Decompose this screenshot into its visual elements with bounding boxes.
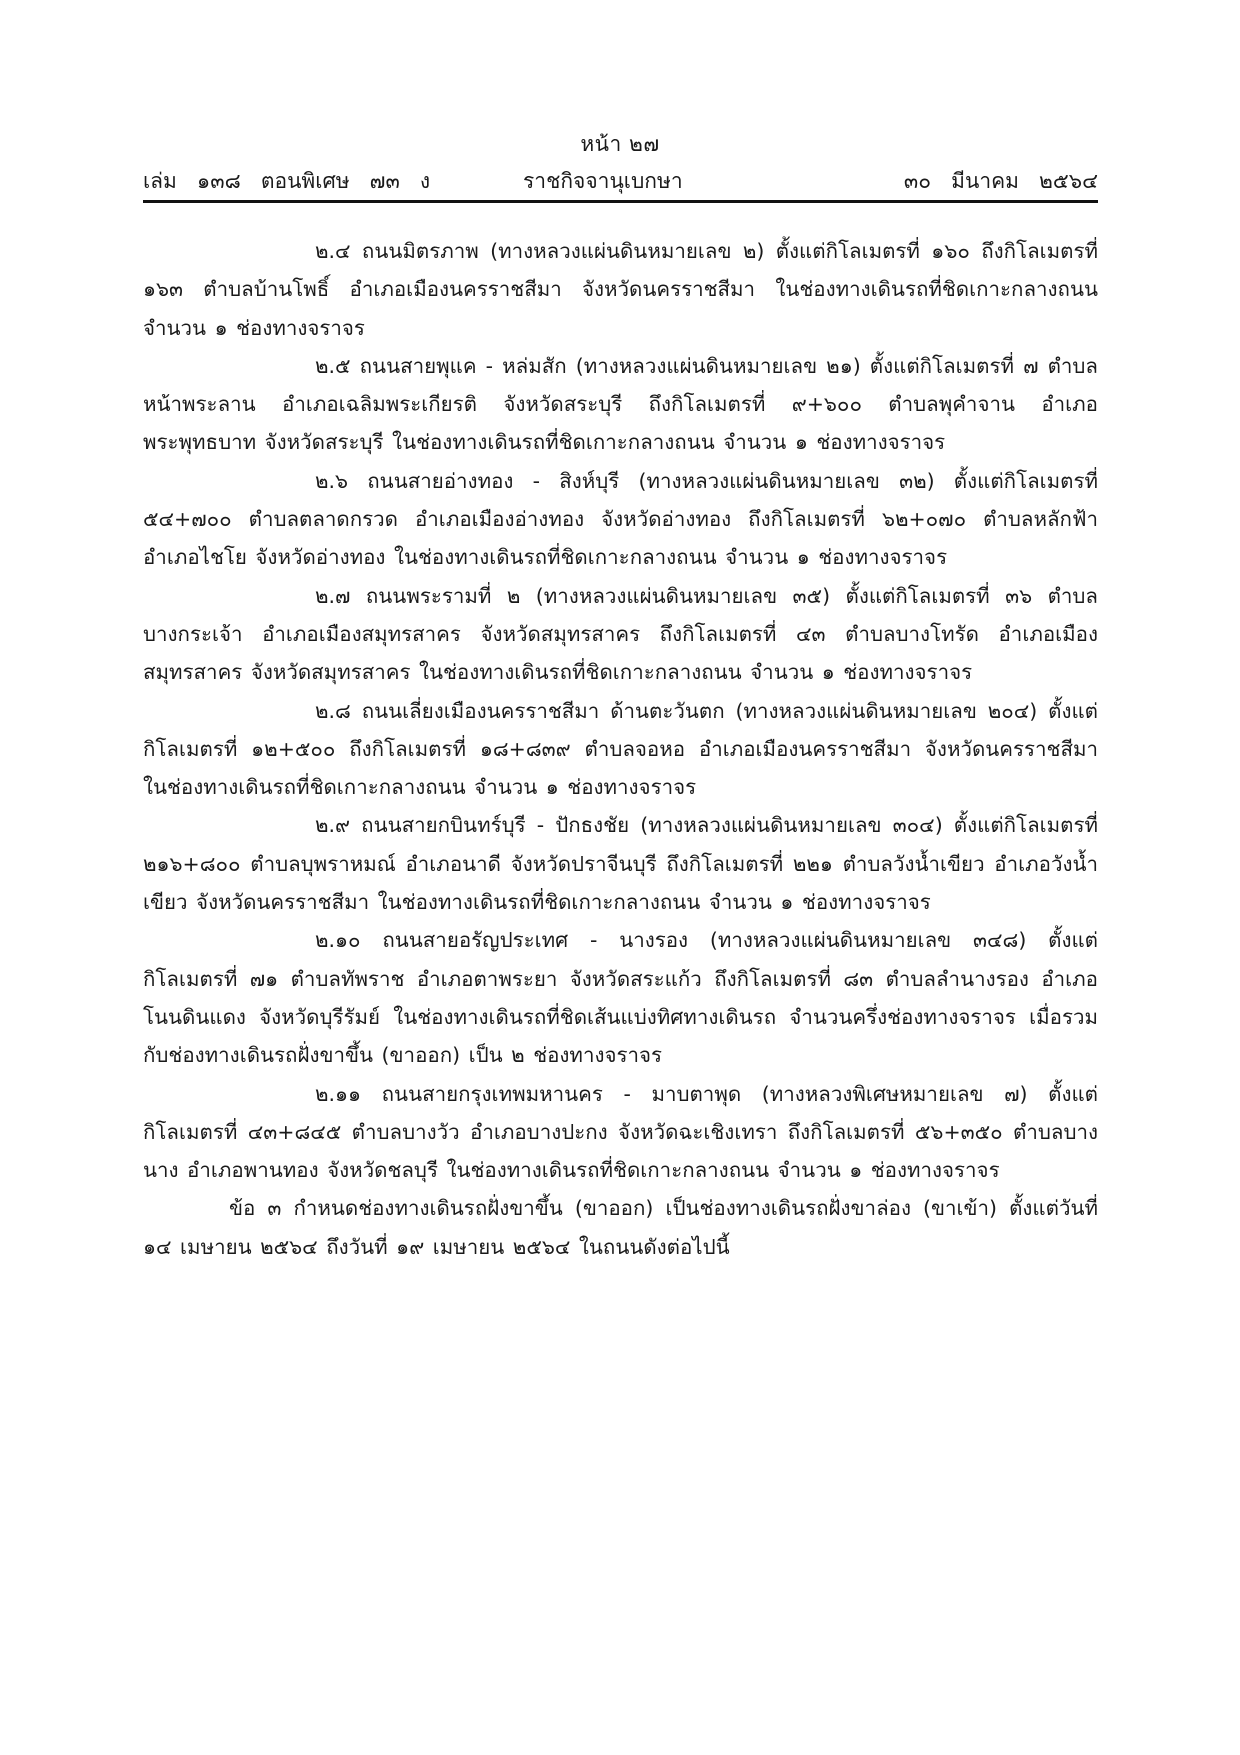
paragraph-2-4: ๒.๔ ถนนมิตรภาพ (ทางหลวงแผ่นดินหมายเลข ๒) ตั้งแต่กิโลเมตรที่ ๑๖๐ ถึงกิโลเมตรที่ ๑๖๓ ตำบลบ้านโพธิ์ อำเภอเมืองนครราชสีมา จังหวัดนครราชสีมา ในช่องทางเดินรถที่ชิดเกาะกลางถนน จำนวน ๑ ช่องทางจราจร	[143, 239, 1098, 340]
gazette-header	[143, 165, 1098, 197]
clause-3: ข้อ ๓ กำหนดช่องทางเดินรถฝั่งขาขึ้น (ขาออก) เป็นช่องทางเดินรถฝั่งขาล่อง (ขาเข้า) ตั้งแต่วันที่ ๑๔ เมษายน ๒๕๖๔ ถึงวันที่ ๑๙ เมษายน ๒๕๖๔ ในถนนดังต่อไปนี้	[143, 1196, 1098, 1259]
paragraph-2-6: ๒.๖ ถนนสายอ่างทอง - สิงห์บุรี (ทางหลวงแผ่นดินหมายเลข ๓๒) ตั้งแต่กิโลเมตรที่ ๕๔+๗๐๐ ตำบลตลาดกรวด อำเภอเมืองอ่างทอง จังหวัดอ่างทอง ถึงกิโลเมตรที่ ๖๒+๐๗๐ ตำบลหลักฟ้า อำเภอไชโย จังหวัดอ่างทอง ในช่องทางเดินรถที่ชิดเกาะกลางถนน จำนวน ๑ ช่องทางจราจร	[143, 468, 1098, 570]
paragraph-2-8: ๒.๘ ถนนเลี่ยงเมืองนครราชสีมา ด้านตะวันตก (ทางหลวงแผ่นดินหมายเลข ๒๐๔) ตั้งแต่กิโลเมตรที่ ๑๒+๕๐๐ ถึงกิโลเมตรที่ ๑๘+๘๓๙ ตำบลจอหอ อำเภอเมืองนครราชสีมา จังหวัดนครราชสีมา ในช่องทางเดินรถที่ชิดเกาะกลางถนน จำนวน ๑ ช่องทางจราจร	[143, 698, 1098, 800]
paragraph-2-9: ๒.๙ ถนนสายกบินทร์บุรี - ปักธงชัย (ทางหลวงแผ่นดินหมายเลข ๓๐๔) ตั้งแต่กิโลเมตรที่ ๒๑๖+๘๐๐ ตำบลบุพราหมณ์ อำเภอนาดี จังหวัดปราจีนบุรี ถึงกิโลเมตรที่ ๒๒๑ ตำบลวังน้ำเขียว อำเภอวังน้ำเขียว จังหวัดนครราชสีมา ในช่องทางเดินรถที่ชิดเกาะกลางถนน จำนวน ๑ ช่องทางจราจร	[143, 813, 1098, 915]
page-number: หน้า ๒๗	[580, 132, 660, 156]
document-body	[143, 232, 1098, 1266]
header-divider	[143, 200, 1098, 203]
paragraph-2-7: ๒.๗ ถนนพระรามที่ ๒ (ทางหลวงแผ่นดินหมายเลข ๓๕) ตั้งแต่กิโลเมตรที่ ๓๖ ตำบลบางกระเจ้า อำเภอเมืองสมุทรสาคร จังหวัดสมุทรสาคร ถึงกิโลเมตรที่ ๔๓ ตำบลบางโทรัด อำเภอเมืองสมุทรสาคร จังหวัดสมุทรสาคร ในช่องทางเดินรถที่ชิดเกาะกลางถนน จำนวน ๑ ช่องทางจราจร	[143, 583, 1098, 685]
publication-date: ๓๐ มีนาคม ๒๕๖๔	[903, 169, 1098, 193]
volume-info: เล่ม ๑๓๘ ตอนพิเศษ ๗๓ ง	[143, 169, 431, 193]
paragraph-2-11: ๒.๑๑ ถนนสายกรุงเทพมหานคร - มาบตาพุด (ทางหลวงพิเศษหมายเลข ๗) ตั้งแต่กิโลเมตรที่ ๔๓+๘๔๕ ตำบลบางวัว อำเภอบางปะกง จังหวัดฉะเชิงเทรา ถึงกิโลเมตรที่ ๕๖+๓๕๐ ตำบลบางนาง อำเภอพานทอง จังหวัดชลบุรี ในช่องทางเดินรถที่ชิดเกาะกลางถนน จำนวน ๑ ช่องทางจราจร	[143, 1081, 1098, 1183]
paragraph-2-10: ๒.๑๐ ถนนสายอรัญประเทศ - นางรอง (ทางหลวงแผ่นดินหมายเลข ๓๔๘) ตั้งแต่กิโลเมตรที่ ๗๑ ตำบลทัพราช อำเภอตาพระยา จังหวัดสระแก้ว ถึงกิโลเมตรที่ ๘๓ ตำบลลำนางรอง อำเภอโนนดินแดง จังหวัดบุรีรัมย์ ในช่องทางเดินรถที่ชิดเส้นแบ่งทิศทางเดินรถ จำนวนครึ่งช่องทางจราจร เมื่อรวมกับช่องทางเดินรถฝั่งขาขึ้น (ขาออก) เป็น ๒ ช่องทางจราจร	[143, 928, 1098, 1068]
gazette-name: ราชกิจจานุเบกษา	[523, 169, 683, 193]
paragraph-2-5: ๒.๕ ถนนสายพุแค - หล่มสัก (ทางหลวงแผ่นดินหมายเลข ๒๑) ตั้งแต่กิโลเมตรที่ ๗ ตำบลหน้าพระลาน อำเภอเฉลิมพระเกียรติ จังหวัดสระบุรี ถึงกิโลเมตรที่ ๙+๖๐๐ ตำบลพุคำจาน อำเภอพระพุทธบาท จังหวัดสระบุรี ในช่องทางเดินรถที่ชิดเกาะกลางถนน จำนวน ๑ ช่องทางจราจร	[143, 353, 1098, 455]
